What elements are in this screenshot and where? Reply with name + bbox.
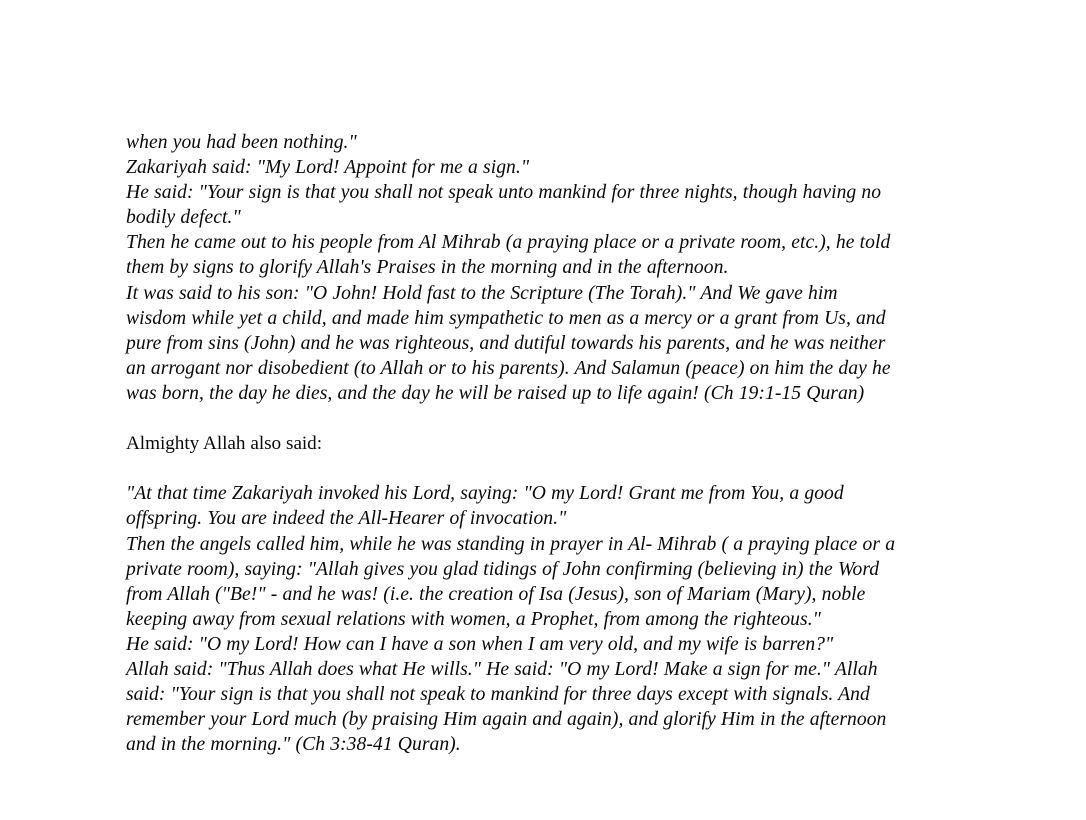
text-line: Zakariyah said: "My Lord! Appoint for me a sign.": [126, 157, 530, 179]
text-line: and in the morning." (Ch 3:38-41 Quran).: [126, 734, 461, 756]
text-line: an arrogant nor disobedient (to Allah or to his parents). And Salamun (peace) on him the day he: [126, 357, 891, 379]
text-line: Then the angels called him, while he was standing in prayer in Al- Mihrab ( a praying place or a: [126, 533, 896, 555]
text-line: "At that time Zakariyah invoked his Lord, saying: "O my Lord! Grant me from You, a good: [126, 483, 844, 505]
paragraph-gap: [126, 406, 960, 431]
text-line: offspring. You are indeed the All-Hearer of invocation.": [126, 508, 567, 530]
paragraph-quran-19: [126, 130, 960, 406]
document-text-body: [126, 130, 960, 757]
paragraph-gap: [126, 456, 960, 481]
text-line: said: "Your sign is that you shall not speak to mankind for three days except with signals. And: [126, 684, 870, 706]
text-line: He said: "Your sign is that you shall not speak unto mankind for three nights, though having no: [126, 182, 882, 204]
text-line: from Allah ("Be!" - and he was! (i.e. the creation of Isa (Jesus), son of Mariam (Mary), noble: [126, 583, 866, 605]
text-line: Allah said: "Thus Allah does what He wills." He said: "O my Lord! Make a sign for me." Allah: [126, 658, 878, 680]
text-line: It was said to his son: "O John! Hold fast to the Scripture (The Torah)." And We gave him: [126, 282, 838, 304]
text-line: private room), saying: "Allah gives you glad tidings of John confirming (believing in) the Word: [126, 558, 880, 580]
text-line: Then he came out to his people from Al Mihrab (a praying place or a private room, etc.), he told: [126, 232, 891, 254]
text-line: bodily defect.": [126, 207, 241, 229]
text-line: was born, the day he dies, and the day he will be raised up to life again! (Ch 19:1-15 Quran): [126, 382, 865, 404]
paragraph-quran-3: [126, 481, 960, 757]
text-line: pure from sins (John) and he was righteous, and dutiful towards his parents, and he was neither: [126, 332, 886, 354]
text-line: when you had been nothing.": [126, 132, 357, 153]
text-line: keeping away from sexual relations with women, a Prophet, from among the righteous.": [126, 608, 821, 630]
text-line: remember your Lord much (by praising Him again and again), and glorify Him in the afternoon: [126, 709, 887, 731]
text-line: He said: "O my Lord! How can I have a son when I am very old, and my wife is barren?": [126, 633, 834, 655]
text-line: Almighty Allah also said:: [126, 433, 323, 455]
text-line: wisdom while yet a child, and made him sympathetic to men as a mercy or a grant from Us, and: [126, 307, 886, 329]
text-line: them by signs to glorify Allah's Praises in the morning and in the afternoon.: [126, 257, 729, 279]
paragraph-transition: [126, 431, 960, 456]
